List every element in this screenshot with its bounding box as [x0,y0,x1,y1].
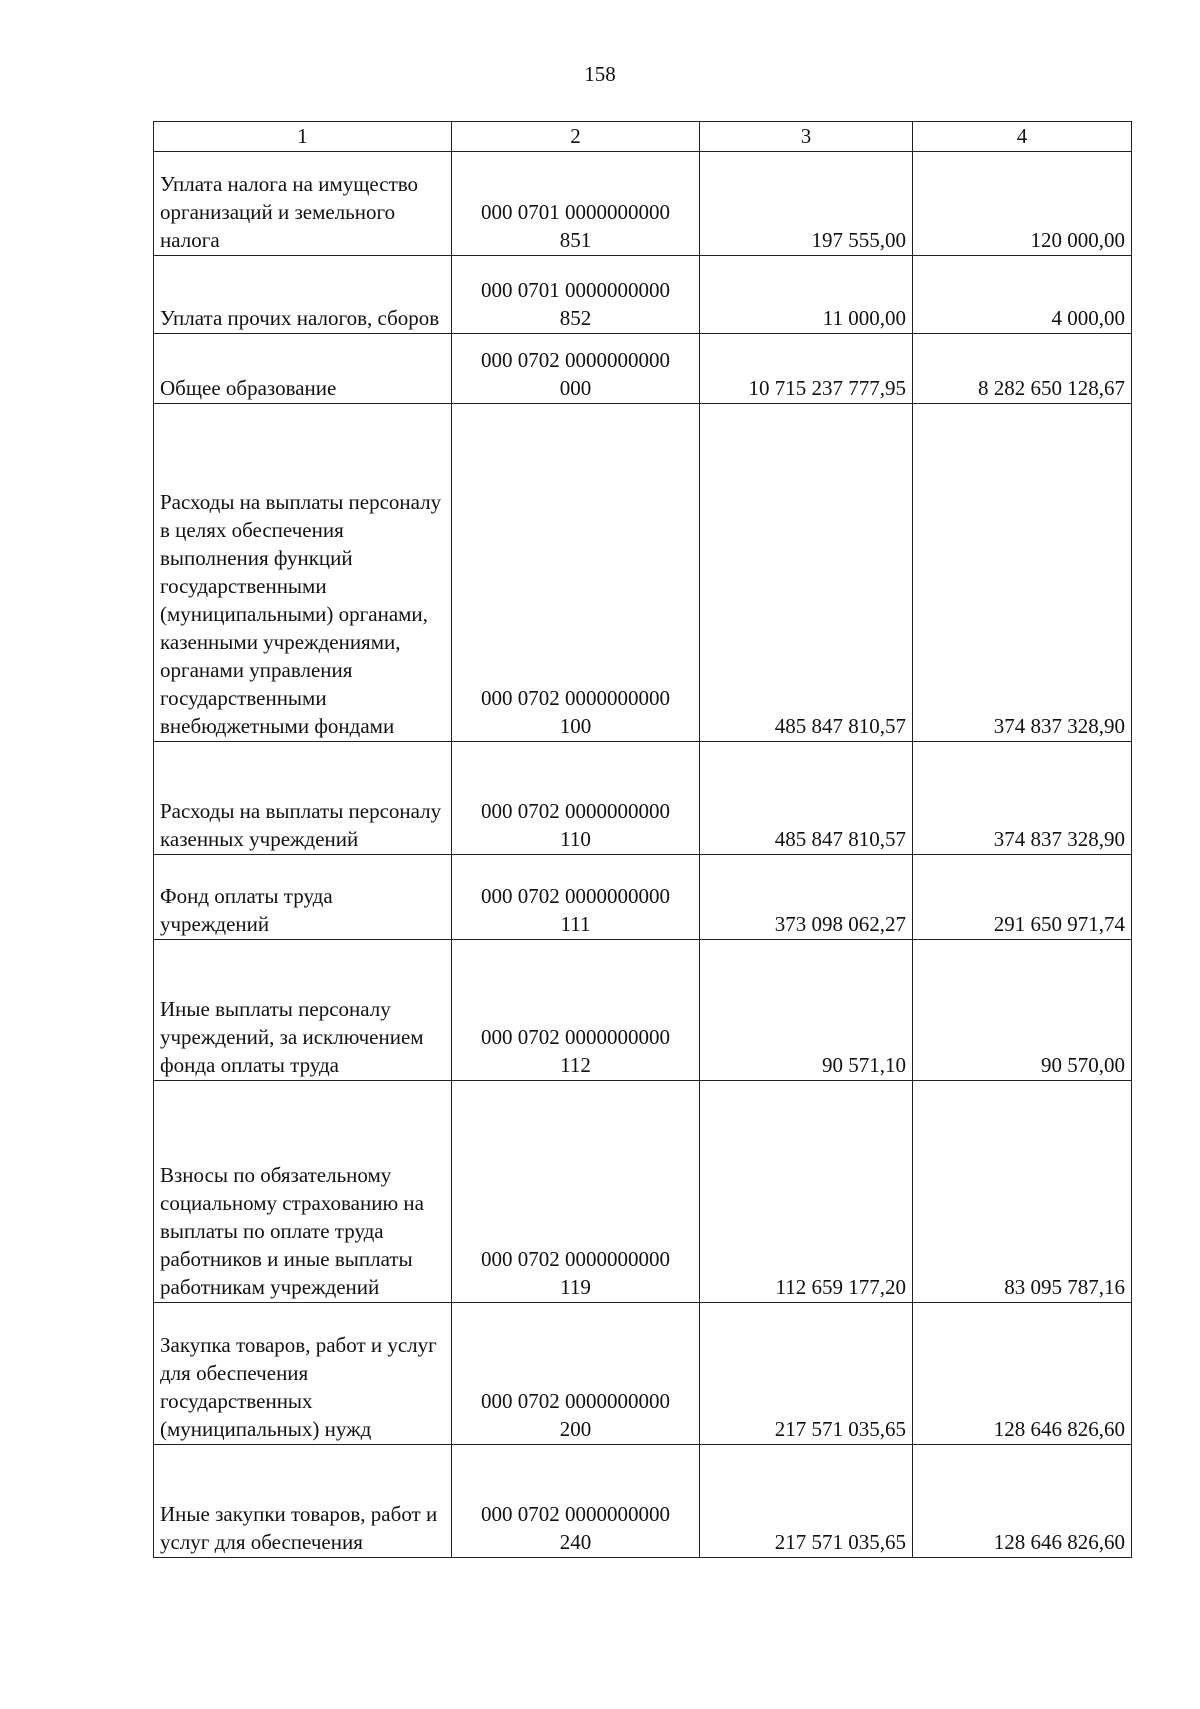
row-code [452,940,700,1081]
row-name: Расходы на выплаты персоналу казенных учреждений [154,742,452,855]
row-value-col3: 217 571 035,65 [700,1303,913,1445]
code-prefix: 000 0702 0000000000 [481,348,670,372]
code-suffix: 100 [559,714,592,738]
row-name: Расходы на выплаты персоналу в целях обеспечения выполнения функций государственными (муниципальными) органами, казенными учреждениями, органами управления государственными внебюджетными фондами [154,404,452,742]
row-value-col4: 90 570,00 [913,940,1132,1081]
column-header-4: 4 [913,122,1132,152]
code-prefix: 000 0702 0000000000 [481,1389,670,1413]
row-value-col3: 217 571 035,65 [700,1445,913,1558]
row-value-col3: 112 659 177,20 [700,1081,913,1303]
code-prefix: 000 0702 0000000000 [481,884,670,908]
row-value-col4: 128 646 826,60 [913,1303,1132,1445]
row-name: Иные выплаты персоналу учреждений, за исключением фонда оплаты труда [154,940,452,1081]
table-row [154,855,1132,940]
row-code [452,256,700,334]
row-value-col3: 90 571,10 [700,940,913,1081]
code-prefix: 000 0702 0000000000 [481,1502,670,1526]
row-value-col4: 120 000,00 [913,152,1132,256]
row-value-col4: 8 282 650 128,67 [913,334,1132,404]
table-row [154,1445,1132,1558]
row-code [452,1303,700,1445]
row-name: Фонд оплаты труда учреждений [154,855,452,940]
table-row [154,1081,1132,1303]
row-name: Уплата прочих налогов, сборов [154,256,452,334]
table-row [154,256,1132,334]
row-value-col4: 291 650 971,74 [913,855,1132,940]
row-value-col4: 83 095 787,16 [913,1081,1132,1303]
table-row [154,404,1132,742]
row-code [452,404,700,742]
row-name: Закупка товаров, работ и услуг для обеспечения государственных (муниципальных) нужд [154,1303,452,1445]
code-prefix: 000 0702 0000000000 [481,799,670,823]
code-suffix: 852 [559,306,592,330]
row-code [452,742,700,855]
row-value-col3: 485 847 810,57 [700,404,913,742]
row-value-col3: 373 098 062,27 [700,855,913,940]
code-prefix: 000 0702 0000000000 [481,1247,670,1271]
column-header-1: 1 [154,122,452,152]
table-row [154,334,1132,404]
code-suffix: 240 [559,1530,592,1554]
code-suffix: 000 [559,376,592,400]
code-suffix: 119 [560,1275,591,1299]
table-row [154,742,1132,855]
row-code [452,855,700,940]
table-header-row [154,122,1132,152]
row-value-col3: 10 715 237 777,95 [700,334,913,404]
code-suffix: 851 [559,228,592,252]
table-row [154,1303,1132,1445]
row-value-col4: 128 646 826,60 [913,1445,1132,1558]
row-value-col3: 11 000,00 [700,256,913,334]
code-prefix: 000 0702 0000000000 [481,686,670,710]
row-name: Уплата налога на имущество организаций и земельного налога [154,152,452,256]
row-code [452,1445,700,1558]
row-code [452,334,700,404]
row-code [452,1081,700,1303]
code-suffix: 200 [559,1417,592,1441]
row-value-col4: 4 000,00 [913,256,1132,334]
table-row [154,940,1132,1081]
code-prefix: 000 0702 0000000000 [481,1025,670,1049]
row-name: Общее образование [154,334,452,404]
code-suffix: 110 [560,827,591,851]
code-suffix: 111 [560,912,591,936]
row-value-col4: 374 837 328,90 [913,742,1132,855]
code-suffix: 112 [560,1053,591,1077]
code-prefix: 000 0701 0000000000 [481,278,670,302]
code-prefix: 000 0701 0000000000 [481,200,670,224]
table-row [154,152,1132,256]
row-code [452,152,700,256]
page-number: 158 [584,62,616,86]
row-value-col3: 485 847 810,57 [700,742,913,855]
row-name: Иные закупки товаров, работ и услуг для обеспечения [154,1445,452,1558]
budget-table [153,121,1132,1558]
column-header-2: 2 [452,122,700,152]
row-value-col4: 374 837 328,90 [913,404,1132,742]
column-header-3: 3 [700,122,913,152]
row-value-col3: 197 555,00 [700,152,913,256]
row-name: Взносы по обязательному социальному страхованию на выплаты по оплате труда работников и иные выплаты работникам учреждений [154,1081,452,1303]
